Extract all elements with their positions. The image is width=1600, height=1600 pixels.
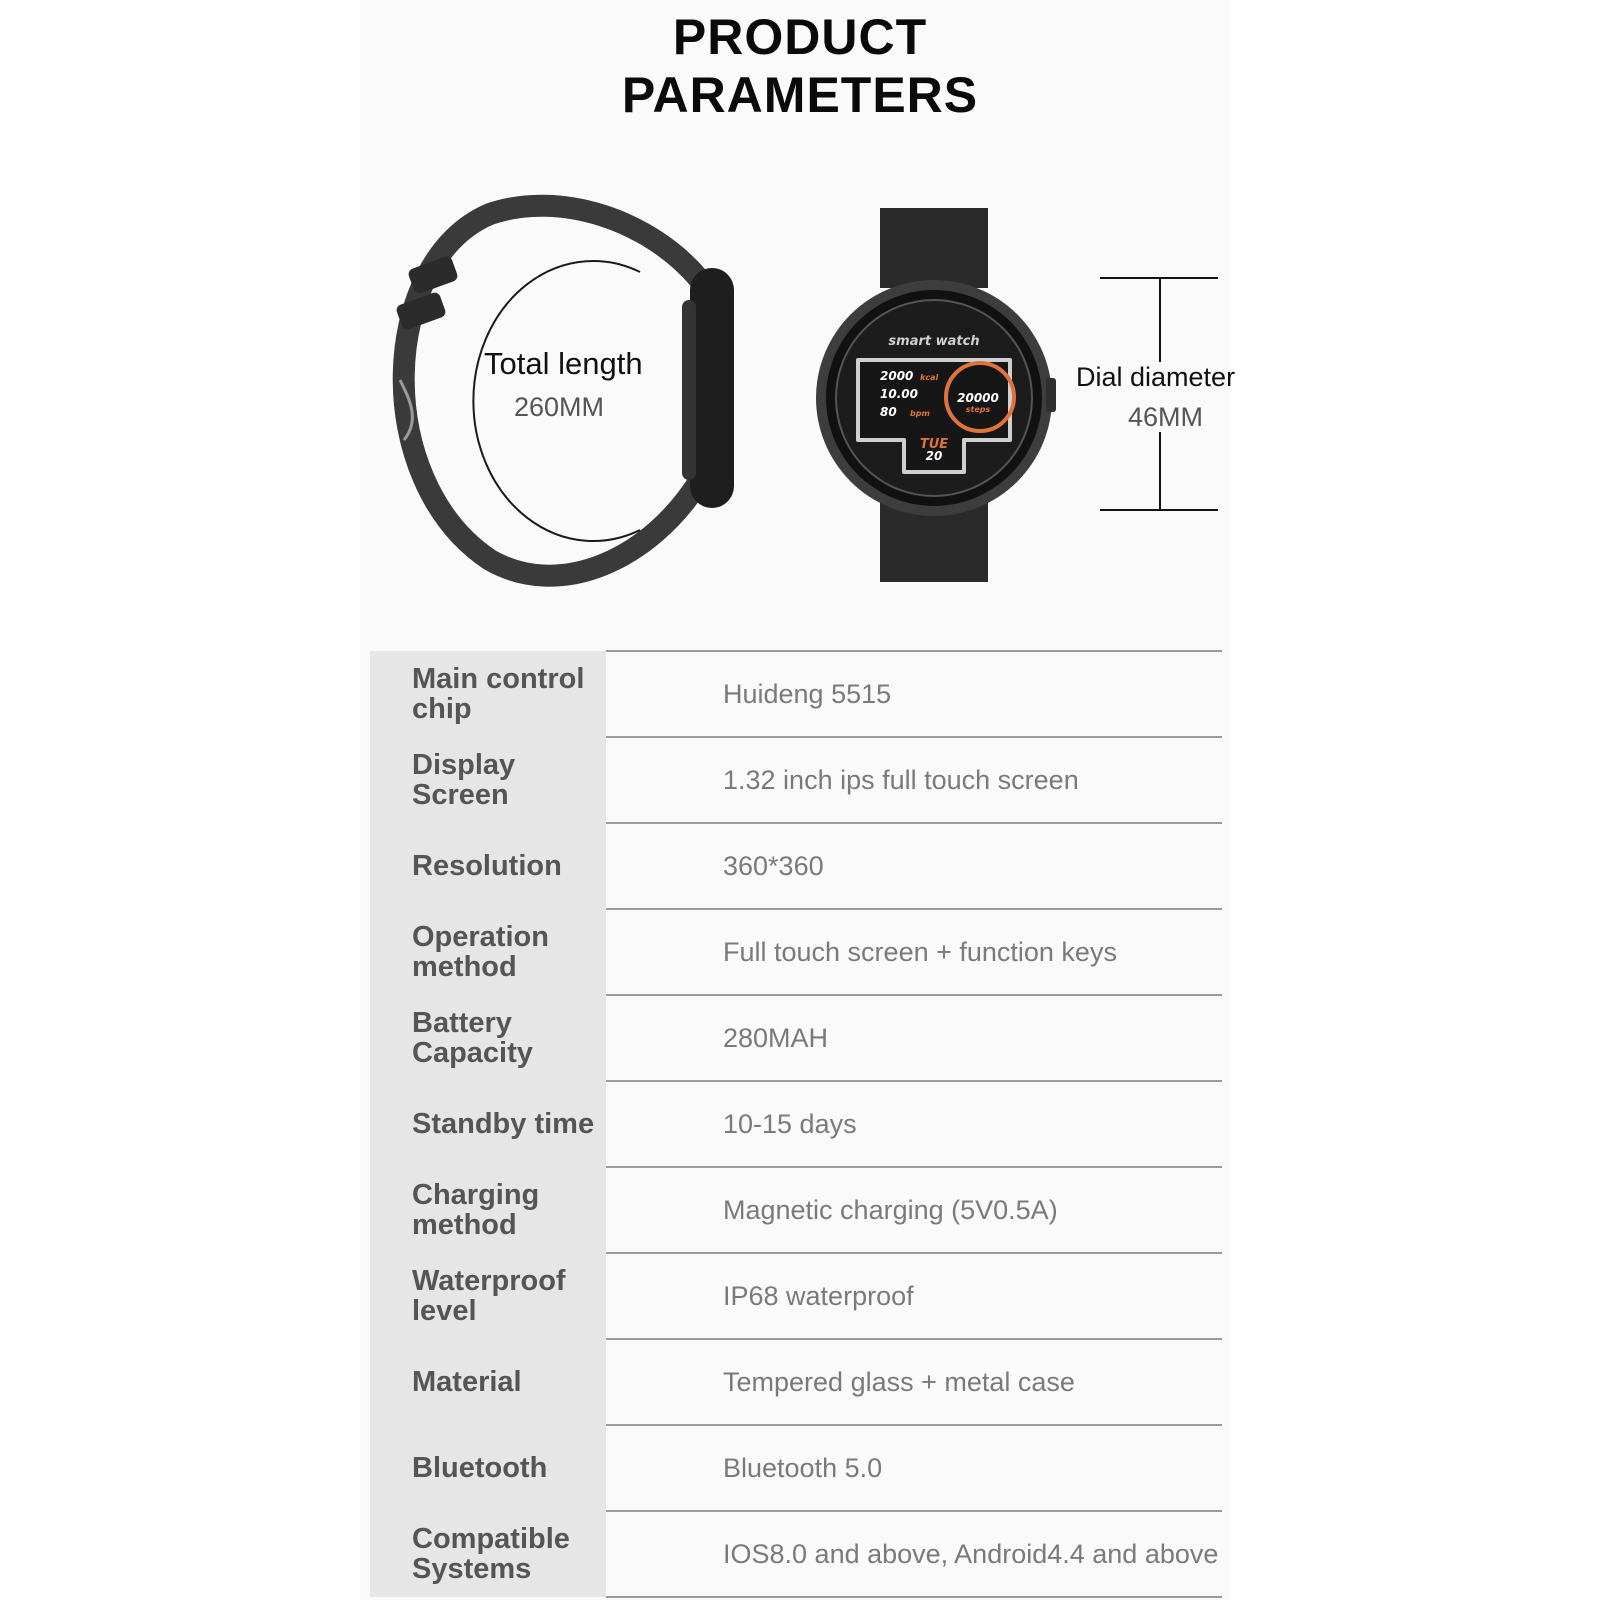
spec-label: Resolution bbox=[370, 823, 606, 909]
spec-row bbox=[370, 1253, 1222, 1339]
distance-value: 10.00 bbox=[880, 387, 918, 401]
title-line-2: PARAMETERS bbox=[621, 67, 979, 123]
spec-label: Main control chip bbox=[370, 651, 606, 737]
watch-brand-text: smart watch bbox=[888, 334, 980, 349]
spec-label: Waterproof level bbox=[370, 1253, 606, 1339]
kcal-unit: kcal bbox=[920, 373, 939, 382]
spec-label: Standby time bbox=[370, 1081, 606, 1167]
watch-illustration bbox=[0, 0, 1600, 640]
spec-value: Huideng 5515 bbox=[606, 651, 1222, 737]
spec-label: Display Screen bbox=[370, 737, 606, 823]
spec-row bbox=[370, 823, 1222, 909]
spec-value: 360*360 bbox=[606, 823, 1222, 909]
spec-label: Operation method bbox=[370, 909, 606, 995]
spec-row bbox=[370, 1081, 1222, 1167]
steps-value: 20000 bbox=[957, 391, 999, 405]
spec-label: Charging method bbox=[370, 1167, 606, 1253]
watch-day: TUE bbox=[919, 437, 949, 452]
heart-unit: bpm bbox=[910, 409, 930, 418]
dial-diameter-bracket bbox=[1100, 278, 1218, 510]
spec-row bbox=[370, 1511, 1222, 1597]
product-dimensions bbox=[0, 0, 1600, 640]
spec-value: Magnetic charging (5V0.5A) bbox=[606, 1167, 1222, 1253]
spec-value: 10-15 days bbox=[606, 1081, 1222, 1167]
spec-table bbox=[370, 650, 1222, 1598]
watch-date: 20 bbox=[925, 449, 943, 463]
spec-row bbox=[370, 1339, 1222, 1425]
dial-diameter-value: 46MM bbox=[1128, 402, 1204, 432]
spec-value: 1.32 inch ips full touch screen bbox=[606, 737, 1222, 823]
spec-row bbox=[370, 909, 1222, 995]
dial-diameter-label: Dial diameter bbox=[1076, 362, 1236, 392]
spec-row bbox=[370, 651, 1222, 737]
spec-row bbox=[370, 1167, 1222, 1253]
kcal-value: 2000 bbox=[880, 369, 914, 383]
spec-row bbox=[370, 995, 1222, 1081]
spec-label: Battery Capacity bbox=[370, 995, 606, 1081]
total-length-label: Total length bbox=[484, 346, 643, 381]
spec-value: 280MAH bbox=[606, 995, 1222, 1081]
spec-row bbox=[370, 1425, 1222, 1511]
spec-value: Bluetooth 5.0 bbox=[606, 1425, 1222, 1511]
spec-row bbox=[370, 737, 1222, 823]
heart-value: 80 bbox=[880, 405, 897, 419]
spec-label: Bluetooth bbox=[370, 1425, 606, 1511]
side-view-watch bbox=[395, 206, 734, 576]
front-view-watch bbox=[816, 208, 1056, 582]
title-line-1: PRODUCT bbox=[672, 9, 928, 65]
steps-unit: steps bbox=[965, 405, 991, 414]
spec-label: Material bbox=[370, 1339, 606, 1425]
spec-value: IOS8.0 and above, Android4.4 and above bbox=[606, 1511, 1222, 1597]
total-length-value: 260MM bbox=[514, 392, 605, 422]
spec-label: Compatible Systems bbox=[370, 1511, 606, 1597]
spec-value: IP68 waterproof bbox=[606, 1253, 1222, 1339]
spec-value: Full touch screen + function keys bbox=[606, 909, 1222, 995]
spec-value: Tempered glass + metal case bbox=[606, 1339, 1222, 1425]
